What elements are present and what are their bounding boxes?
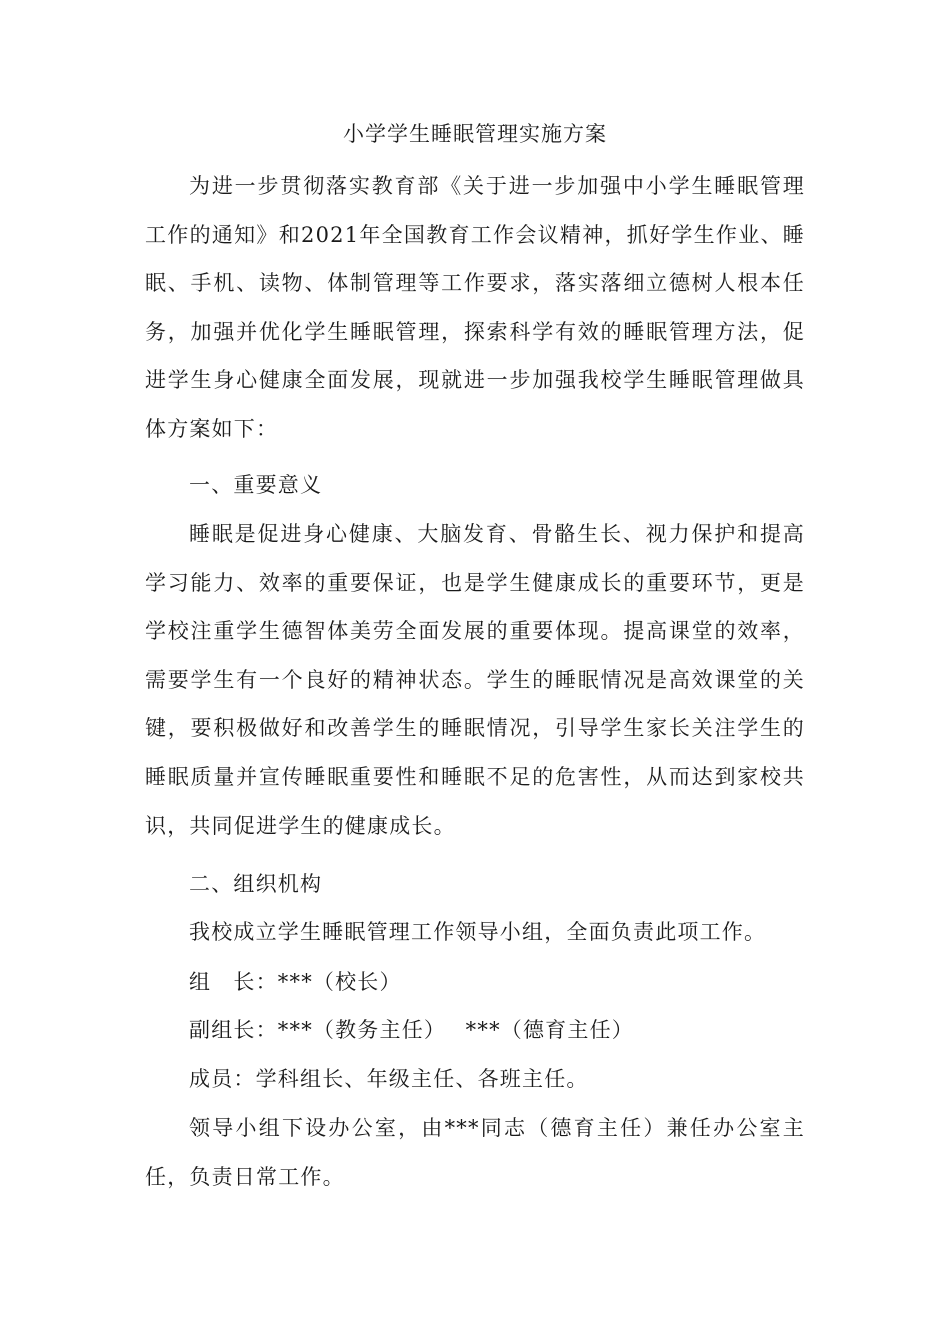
- significance-paragraph: 睡眠是促进身心健康、大脑发育、骨骼生长、视力保护和提高学习能力、效率的重要保证，也是学生健康成长的重要环节，更是学校注重学生德智体美劳全面发展的重要体现。提高课堂的效率，需要学生有一个良好的精神状态。学生的睡眠情况是高效课堂的关键，要积极做好和改善学生的睡眠情况，引导学生家长关注学生的睡眠质量并宣传睡眠重要性和睡眠不足的危害性，从而达到家校共识，共同促进学生的健康成长。: [145, 522, 805, 838]
- organization-intro: 我校成立学生睡眠管理工作领导小组，全面负责此项工作。: [189, 920, 767, 944]
- office-paragraph: 领导小组下设办公室，由***同志（德育主任）兼任办公室主任，负责日常工作。: [145, 1116, 805, 1189]
- members-line: 成员：学科组长、年级主任、各班主任。: [189, 1067, 589, 1091]
- section-heading-organization: 二、组织机构: [189, 872, 323, 896]
- intro-paragraph: 为进一步贯彻落实教育部《关于进一步加强中小学生睡眠管理工作的通知》和2021年全国教育工作会议精神，抓好学生作业、睡眠、手机、读物、体制管理等工作要求，落实落细立德树人根本任务，加强并优化学生睡眠管理，探索科学有效的睡眠管理方法，促进学生身心健康全面发展，现就进一步加强我校学生睡眠管理做具体方案如下：: [145, 174, 805, 441]
- leader-line: 组 长：***（校长）: [189, 970, 402, 994]
- vice-leader-line: 副组长：***（教务主任） ***（德育主任）: [189, 1018, 634, 1042]
- section-heading-significance: 一、重要意义: [189, 473, 323, 497]
- document-title: 小学学生睡眠管理实施方案: [343, 122, 607, 146]
